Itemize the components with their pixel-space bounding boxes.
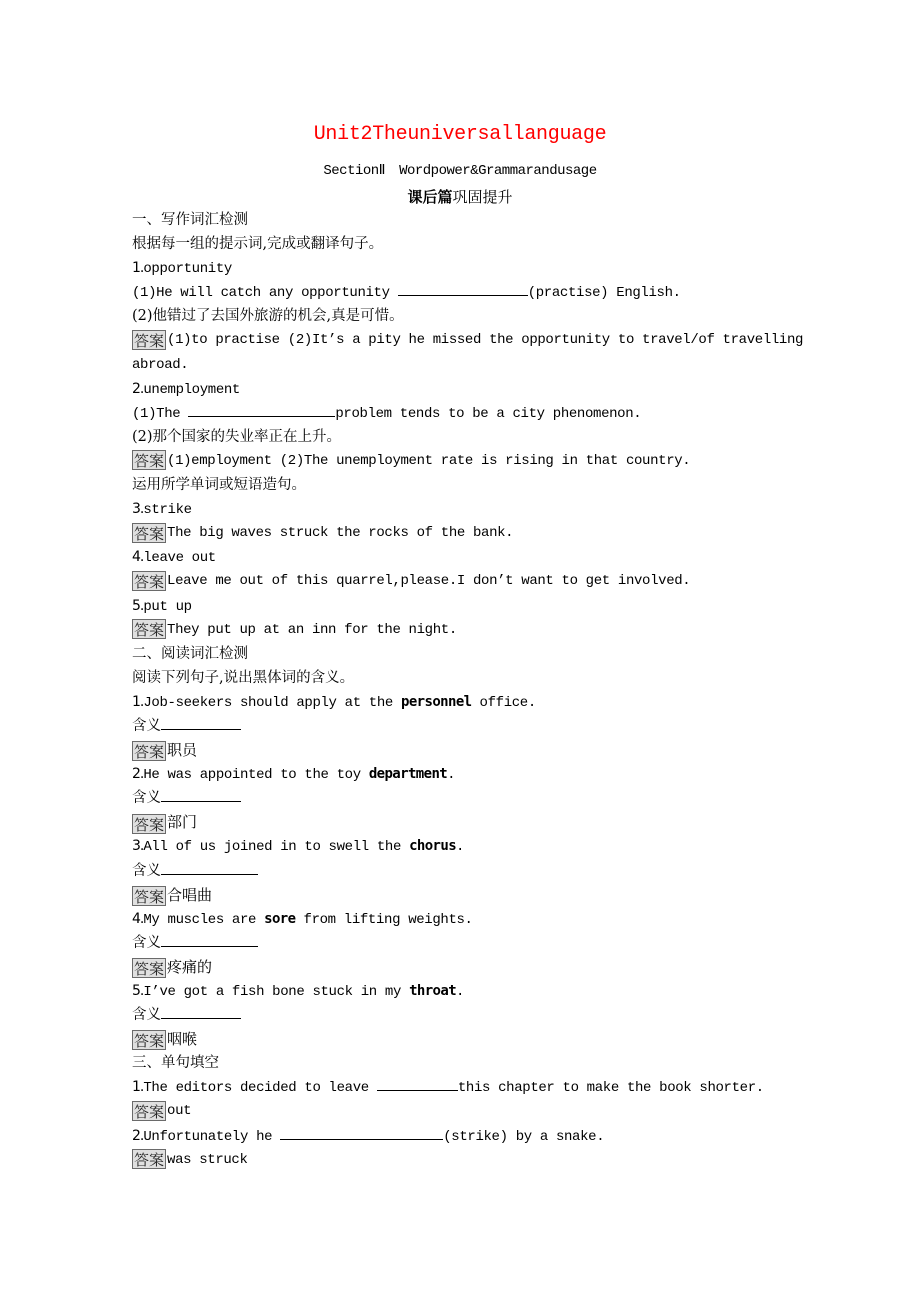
section-heading-2: 二、阅读词汇检测 (132, 645, 248, 662)
reading-sentence: 5.I’ve got a fish bone stuck in my throat. (132, 983, 465, 1000)
answer-badge: 答案 (134, 1150, 165, 1169)
bold-word: personnel (401, 693, 472, 710)
document-body (132, 208, 832, 1172)
meaning-blank[interactable] (161, 786, 241, 802)
question-word: 3.strike (132, 501, 192, 519)
instruction: 根据每一组的提示词,完成或翻译句子。 (132, 236, 384, 253)
meaning-row: 含义 (132, 859, 832, 883)
question-word: 4.leave out (132, 549, 216, 567)
answer-row: 答案 部门 (134, 813, 198, 834)
question-word: 1.opportunity (132, 260, 232, 278)
answer-continuation: abroad. (132, 356, 189, 373)
reading-sentence: 2.He was appointed to the toy department. (132, 766, 456, 784)
reading-sentence: 3.All of us joined in to swell the chorus. (132, 838, 465, 856)
answer-badge: 答案 (134, 1032, 165, 1051)
subheading-rest: 巩固提升 (452, 188, 513, 206)
bold-word: department (368, 766, 448, 783)
section-topic: Wordpower&Grammarandusage (399, 163, 597, 179)
document-subheading (0, 186, 920, 207)
answer-badge: 答案 (134, 887, 165, 906)
question-word: 2.unemployment (132, 380, 240, 398)
meaning-row: 含义 (132, 714, 832, 738)
fill-sentence: 2.Unfortunately he (strike) by a snake. (132, 1124, 832, 1148)
answer-blank[interactable] (188, 401, 335, 417)
answer-badge: 答案 (134, 572, 165, 591)
meaning-row: 含义 (132, 1003, 832, 1027)
answer-badge: 答案 (134, 620, 165, 639)
answer-badge: 答案 (134, 524, 165, 543)
answer-badge: 答案 (134, 331, 165, 350)
section-label: SectionⅡ (323, 163, 386, 179)
answer-row: 答案 The big waves struck the rocks of the bank. (134, 524, 514, 543)
answer-badge: 答案 (134, 743, 165, 762)
answer-badge: 答案 (134, 960, 165, 979)
answer-row: 答案 职员 (134, 741, 198, 762)
answer-row: 答案 out (134, 1102, 192, 1121)
question-sentence: (1)The problem tends to be a city phenomenon. (132, 401, 832, 425)
answer-row: 答案 Leave me out of this quarrel,please.I don’t want to get involved. (134, 572, 691, 591)
fill-sentence: 1.The editors decided to leave this chapter to make the book shorter. (132, 1075, 832, 1099)
document-title: Unit2Theuniversallanguage (313, 123, 607, 146)
instruction: 阅读下列句子,说出黑体词的含义。 (132, 669, 355, 686)
question-translate: (2)他错过了去国外旅游的机会,真是可惜。 (132, 308, 404, 325)
reading-sentence: 4.My muscles are sore from lifting weights. (132, 910, 473, 928)
instruction: 运用所学单词或短语造句。 (132, 477, 306, 494)
answer-row: 答案 咽喉 (134, 1030, 198, 1051)
answer-badge: 答案 (134, 452, 165, 471)
reading-sentence: 1.Job-seekers should apply at the personnel office. (132, 693, 536, 711)
answer-row: 答案 was struck (134, 1150, 248, 1169)
meaning-row: 含义 (132, 786, 832, 810)
document-subtitle (0, 162, 920, 179)
answer-blank[interactable] (377, 1075, 458, 1091)
meaning-row: 含义 (132, 931, 832, 955)
answer-row: 答案 合唱曲 (134, 885, 213, 906)
answer-badge: 答案 (134, 815, 165, 834)
answer-row: 答案 They put up at an inn for the night. (134, 620, 457, 639)
bold-word: chorus (409, 838, 457, 855)
answer-blank[interactable] (280, 1124, 443, 1140)
section-heading-3: 三、单句填空 (132, 1055, 219, 1072)
bold-word: sore (264, 910, 296, 927)
answer-badge: 答案 (134, 1102, 165, 1121)
question-translate: (2)那个国家的失业率正在上升。 (132, 428, 342, 445)
meaning-blank[interactable] (161, 1003, 241, 1019)
meaning-blank[interactable] (161, 714, 241, 730)
meaning-blank[interactable] (161, 859, 258, 875)
subheading-bold: 课后篇 (407, 188, 453, 206)
answer-row: 答案 (1)employment (2)The unemployment rate is rising in that country. (134, 452, 691, 471)
question-sentence: (1)He will catch any opportunity (practise) English. (132, 280, 832, 304)
question-word: 5.put up (132, 597, 192, 615)
section-heading-1: 一、写作词汇检测 (132, 212, 248, 228)
answer-blank[interactable] (398, 280, 528, 296)
bold-word: throat (409, 983, 457, 999)
meaning-blank[interactable] (161, 931, 258, 947)
answer-row: 答案 (1)to practise (2)It’s a pity he missed the opportunity to travel/of travelling (134, 331, 804, 350)
answer-row: 答案 疼痛的 (134, 957, 213, 979)
